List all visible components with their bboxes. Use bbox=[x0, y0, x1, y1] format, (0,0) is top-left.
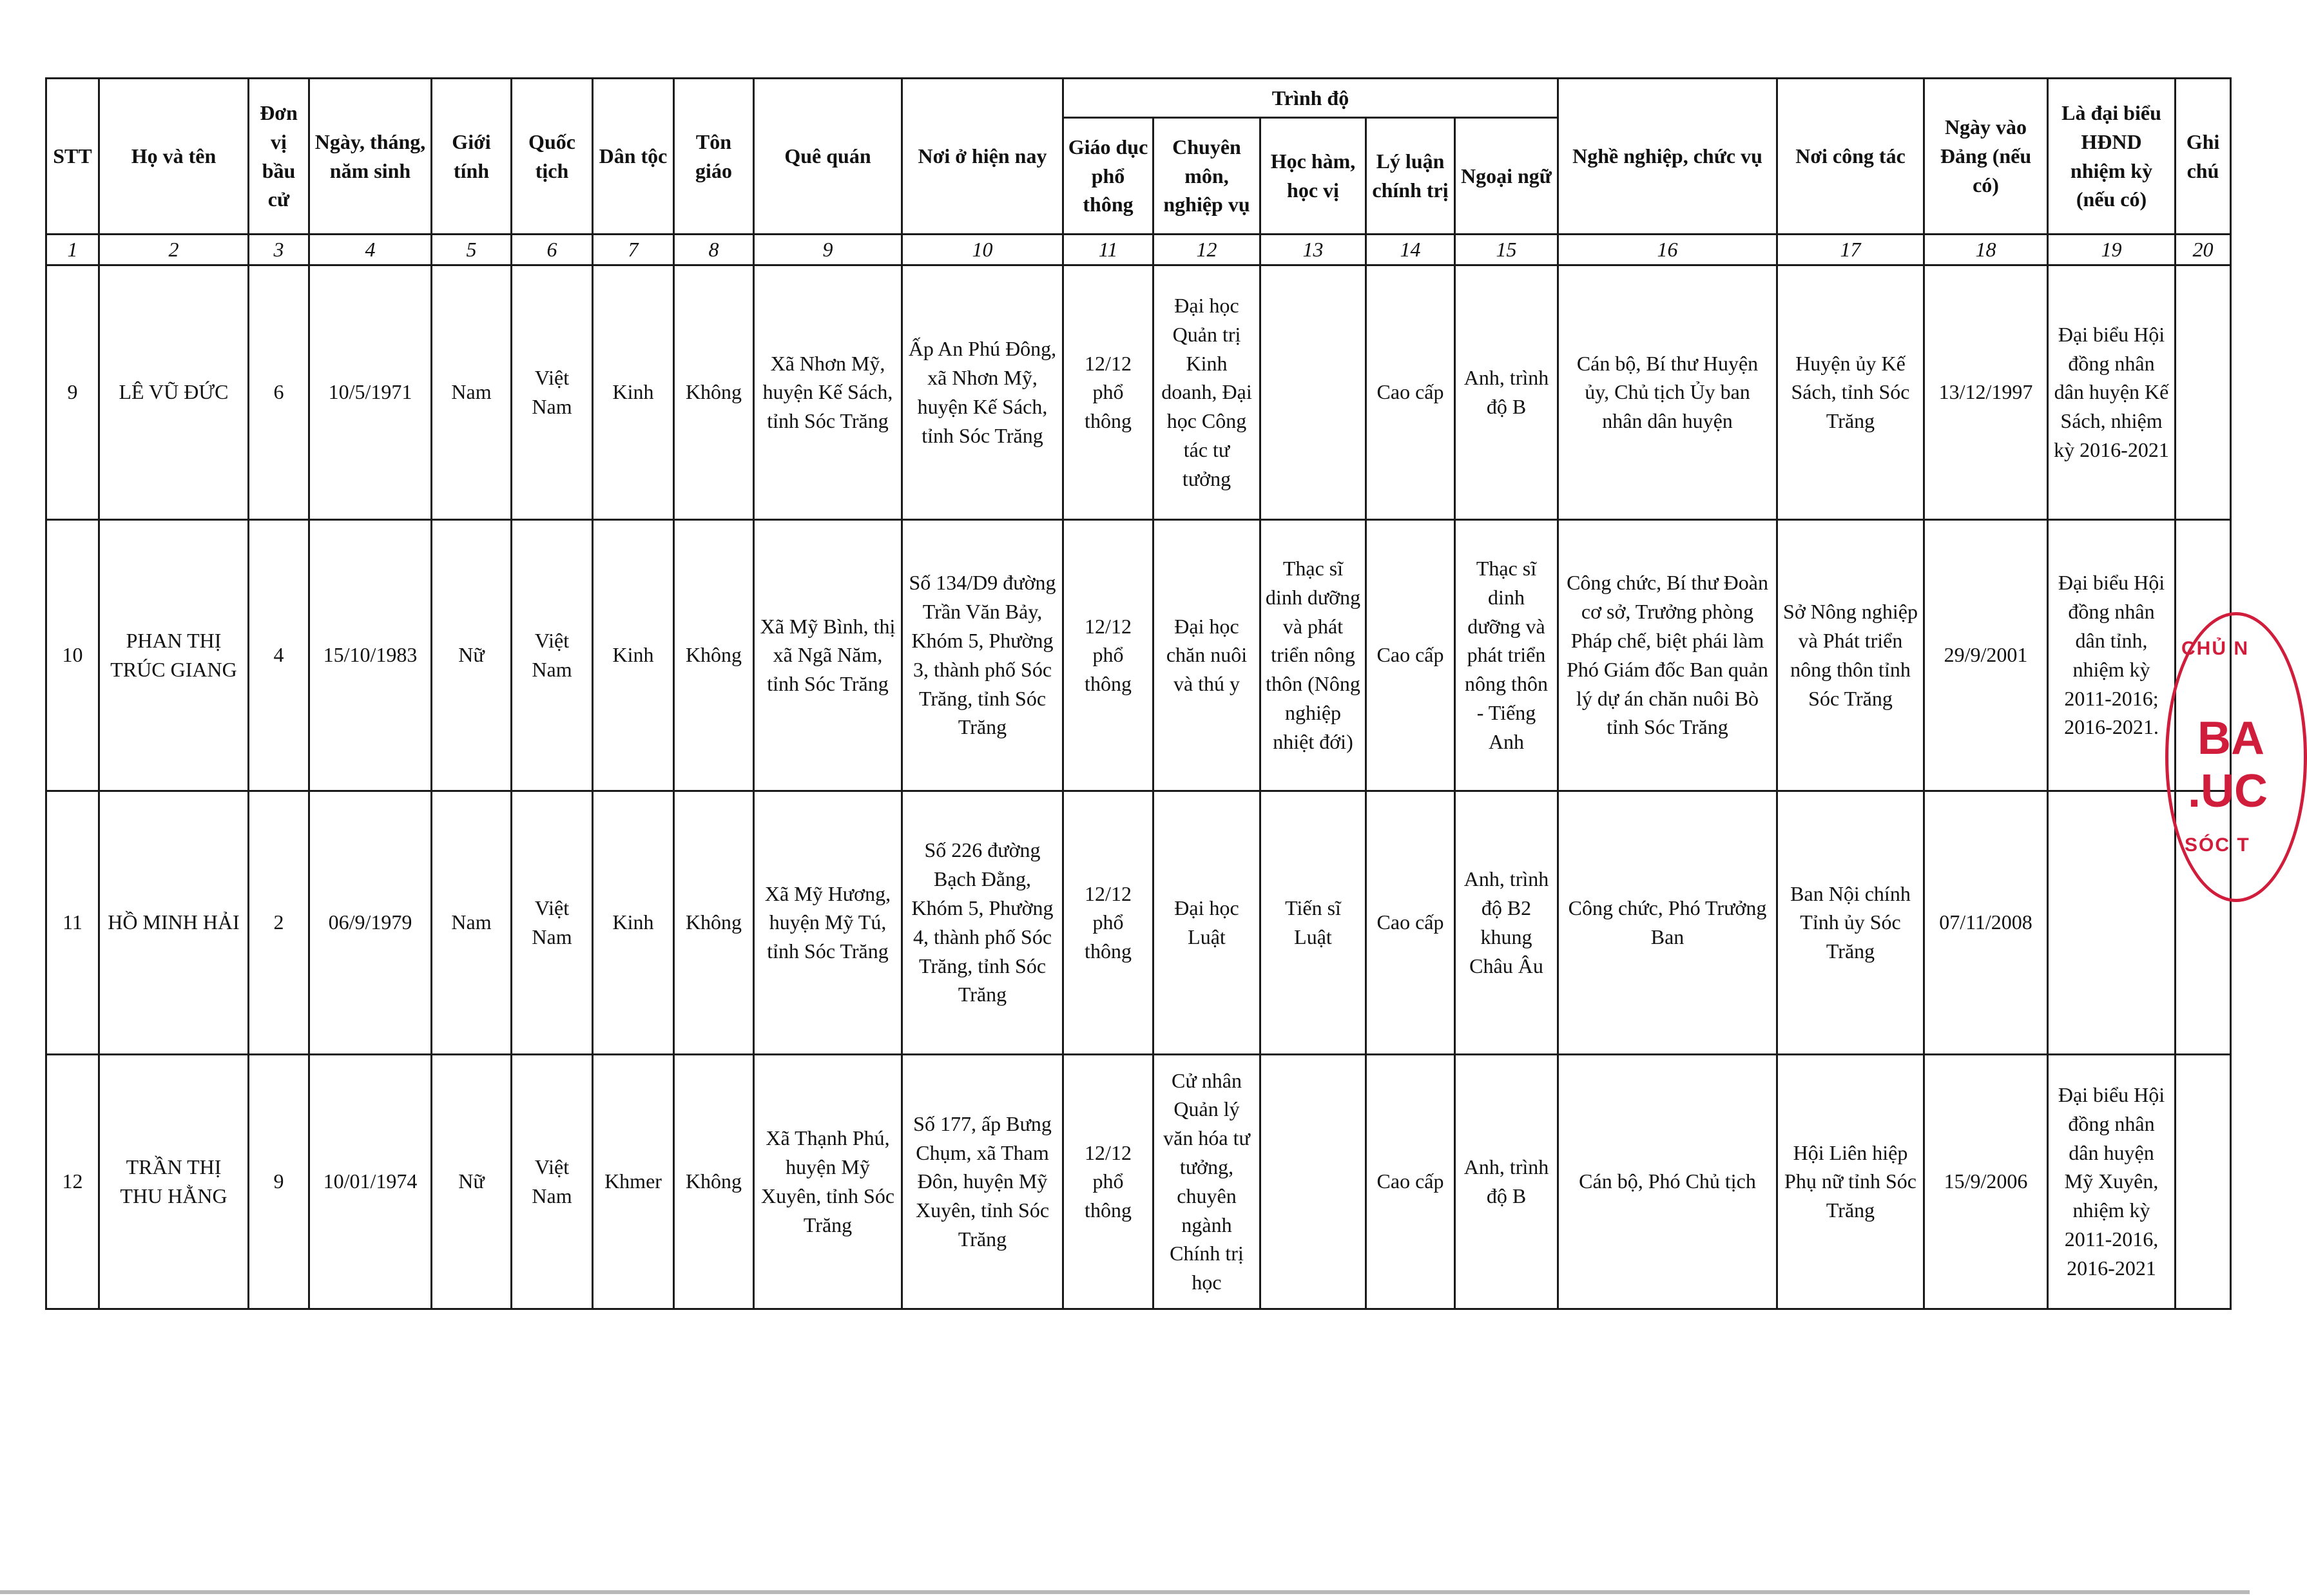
header-nationality: Quốc tịch bbox=[512, 79, 593, 235]
cell-gender: Nam bbox=[432, 791, 512, 1054]
cell-language: Thạc sĩ dinh dưỡng và phát triển nông thôn - Tiếng Anh bbox=[1455, 519, 1558, 791]
cell-nationality: Việt Nam bbox=[512, 1054, 593, 1309]
column-number: 7 bbox=[593, 235, 674, 265]
cell-nationality: Việt Nam bbox=[512, 519, 593, 791]
header-workplace: Nơi công tác bbox=[1777, 79, 1924, 235]
cell-name: TRẦN THỊ THU HẰNG bbox=[99, 1054, 249, 1309]
column-number: 1 bbox=[46, 235, 99, 265]
column-number: 16 bbox=[1558, 235, 1777, 265]
header-religion: Tôn giáo bbox=[674, 79, 754, 235]
cell-dob: 15/10/1983 bbox=[309, 519, 432, 791]
cell-ethnicity: Khmer bbox=[593, 1054, 674, 1309]
cell-position: Cán bộ, Phó Chủ tịch bbox=[1558, 1054, 1777, 1309]
cell-position: Cán bộ, Bí thư Huyện ủy, Chủ tịch Ủy ban nhân dân huyện bbox=[1558, 265, 1777, 519]
cell-stt: 12 bbox=[46, 1054, 99, 1309]
table-header-row bbox=[46, 79, 2231, 118]
cell-stt: 11 bbox=[46, 791, 99, 1054]
red-seal-stamp bbox=[2165, 612, 2307, 902]
cell-politics: Cao cấp bbox=[1366, 791, 1455, 1054]
table-row bbox=[46, 519, 2231, 791]
column-number: 9 bbox=[754, 235, 902, 265]
cell-specialty: Đại học Quản trị Kinh doanh, Đại học Công tác tư tưởng bbox=[1154, 265, 1260, 519]
header-name: Họ và tên bbox=[99, 79, 249, 235]
cell-religion: Không bbox=[674, 791, 754, 1054]
column-number: 15 bbox=[1455, 235, 1558, 265]
header-hometown: Quê quán bbox=[754, 79, 902, 235]
cell-gender: Nữ bbox=[432, 1054, 512, 1309]
column-number: 11 bbox=[1063, 235, 1154, 265]
cell-hometown: Xã Thạnh Phú, huyện Mỹ Xuyên, tỉnh Sóc Trăng bbox=[754, 1054, 902, 1309]
cell-residence: Số 226 đường Bạch Đằng, Khóm 5, Phường 4, thành phố Sóc Trăng, tỉnh Sóc Trăng bbox=[902, 791, 1063, 1054]
header-delegate: Là đại biểu HĐND nhiệm kỳ (nếu có) bbox=[2048, 79, 2176, 235]
stamp-center-text: .UC bbox=[2188, 765, 2268, 817]
header-stt: STT bbox=[46, 79, 99, 235]
cell-unit: 9 bbox=[249, 1054, 309, 1309]
cell-language: Anh, trình độ B bbox=[1455, 265, 1558, 519]
cell-unit: 2 bbox=[249, 791, 309, 1054]
cell-delegate: Đại biểu Hội đồng nhân dân huyện Mỹ Xuyên, nhiệm kỳ 2011-2016, 2016-2021 bbox=[2048, 1054, 2176, 1309]
cell-academic: Tiến sĩ Luật bbox=[1260, 791, 1366, 1054]
column-number: 18 bbox=[1924, 235, 2048, 265]
column-number: 3 bbox=[249, 235, 309, 265]
candidate-table bbox=[45, 77, 2232, 1310]
cell-note bbox=[2176, 1054, 2231, 1309]
header-group-qualifications: Trình độ bbox=[1063, 79, 1558, 118]
cell-party-date: 07/11/2008 bbox=[1924, 791, 2048, 1054]
column-number: 2 bbox=[99, 235, 249, 265]
cell-position: Công chức, Phó Trưởng Ban bbox=[1558, 791, 1777, 1054]
cell-hometown: Xã Nhơn Mỹ, huyện Kế Sách, tỉnh Sóc Trăng bbox=[754, 265, 902, 519]
table-row bbox=[46, 265, 2231, 519]
stamp-center-text: BA bbox=[2197, 713, 2264, 764]
cell-position: Công chức, Bí thư Đoàn cơ sở, Trưởng phòng Pháp chế, biệt phái làm Phó Giám đốc Ban quản lý dự án chăn nuôi Bò tỉnh Sóc Trăng bbox=[1558, 519, 1777, 791]
cell-religion: Không bbox=[674, 1054, 754, 1309]
column-number: 20 bbox=[2176, 235, 2231, 265]
scan-edge-divider bbox=[0, 1590, 2250, 1594]
header-education: Giáo dục phổ thông bbox=[1063, 118, 1154, 235]
cell-unit: 4 bbox=[249, 519, 309, 791]
header-party-date: Ngày vào Đảng (nếu có) bbox=[1924, 79, 2048, 235]
cell-unit: 6 bbox=[249, 265, 309, 519]
cell-stt: 9 bbox=[46, 265, 99, 519]
cell-religion: Không bbox=[674, 519, 754, 791]
cell-dob: 06/9/1979 bbox=[309, 791, 432, 1054]
cell-delegate: Đại biểu Hội đồng nhân dân tỉnh, nhiệm kỳ 2011-2016; 2016-2021. bbox=[2048, 519, 2176, 791]
cell-hometown: Xã Mỹ Bình, thị xã Ngã Năm, tỉnh Sóc Trăng bbox=[754, 519, 902, 791]
cell-ethnicity: Kinh bbox=[593, 519, 674, 791]
cell-gender: Nam bbox=[432, 265, 512, 519]
cell-specialty: Đại học Luật bbox=[1154, 791, 1260, 1054]
cell-residence: Số 177, ấp Bưng Chụm, xã Tham Đôn, huyện Mỹ Xuyên, tỉnh Sóc Trăng bbox=[902, 1054, 1063, 1309]
column-number: 6 bbox=[512, 235, 593, 265]
header-position: Nghề nghiệp, chức vụ bbox=[1558, 79, 1777, 235]
cell-nationality: Việt Nam bbox=[512, 265, 593, 519]
cell-party-date: 29/9/2001 bbox=[1924, 519, 2048, 791]
cell-note bbox=[2176, 265, 2231, 519]
header-dob: Ngày, tháng, năm sinh bbox=[309, 79, 432, 235]
cell-dob: 10/01/1974 bbox=[309, 1054, 432, 1309]
cell-education: 12/12 phổ thông bbox=[1063, 1054, 1154, 1309]
cell-education: 12/12 phổ thông bbox=[1063, 265, 1154, 519]
column-number: 19 bbox=[2048, 235, 2176, 265]
header-residence: Nơi ở hiện nay bbox=[902, 79, 1063, 235]
cell-language: Anh, trình độ B2 khung Châu Âu bbox=[1455, 791, 1558, 1054]
stamp-ring-bottom-text: SÓC T bbox=[2185, 834, 2250, 856]
cell-workplace: Sở Nông nghiệp và Phát triển nông thôn tỉnh Sóc Trăng bbox=[1777, 519, 1924, 791]
cell-hometown: Xã Mỹ Hương, huyện Mỹ Tú, tỉnh Sóc Trăng bbox=[754, 791, 902, 1054]
cell-stt: 10 bbox=[46, 519, 99, 791]
header-unit: Đơn vị bầu cử bbox=[249, 79, 309, 235]
column-number: 14 bbox=[1366, 235, 1455, 265]
cell-academic bbox=[1260, 265, 1366, 519]
column-number: 10 bbox=[902, 235, 1063, 265]
cell-delegate: Đại biểu Hội đồng nhân dân huyện Kế Sách, nhiệm kỳ 2016-2021 bbox=[2048, 265, 2176, 519]
column-number: 12 bbox=[1154, 235, 1260, 265]
cell-religion: Không bbox=[674, 265, 754, 519]
header-specialty: Chuyên môn, nghiệp vụ bbox=[1154, 118, 1260, 235]
cell-dob: 10/5/1971 bbox=[309, 265, 432, 519]
cell-name: PHAN THỊ TRÚC GIANG bbox=[99, 519, 249, 791]
header-academic: Học hàm, học vị bbox=[1260, 118, 1366, 235]
cell-politics: Cao cấp bbox=[1366, 265, 1455, 519]
column-number-row bbox=[46, 235, 2231, 265]
cell-academic: Thạc sĩ dinh dưỡng và phát triển nông thôn (Nông nghiệp nhiệt đới) bbox=[1260, 519, 1366, 791]
header-politics: Lý luận chính trị bbox=[1366, 118, 1455, 235]
cell-workplace: Hội Liên hiệp Phụ nữ tỉnh Sóc Trăng bbox=[1777, 1054, 1924, 1309]
cell-nationality: Việt Nam bbox=[512, 791, 593, 1054]
cell-specialty: Cử nhân Quản lý văn hóa tư tưởng, chuyên ngành Chính trị học bbox=[1154, 1054, 1260, 1309]
cell-language: Anh, trình độ B bbox=[1455, 1054, 1558, 1309]
cell-ethnicity: Kinh bbox=[593, 791, 674, 1054]
cell-party-date: 13/12/1997 bbox=[1924, 265, 2048, 519]
column-number: 5 bbox=[432, 235, 512, 265]
cell-specialty: Đại học chăn nuôi và thú y bbox=[1154, 519, 1260, 791]
table-row bbox=[46, 1054, 2231, 1309]
header-note: Ghi chú bbox=[2176, 79, 2231, 235]
header-gender: Giới tính bbox=[432, 79, 512, 235]
column-number: 17 bbox=[1777, 235, 1924, 265]
cell-name: LÊ VŨ ĐỨC bbox=[99, 265, 249, 519]
cell-ethnicity: Kinh bbox=[593, 265, 674, 519]
table-row bbox=[46, 791, 2231, 1054]
stamp-ring-top-text: CHỦ N bbox=[2181, 638, 2249, 659]
cell-education: 12/12 phổ thông bbox=[1063, 519, 1154, 791]
cell-gender: Nữ bbox=[432, 519, 512, 791]
cell-delegate bbox=[2048, 791, 2176, 1054]
cell-education: 12/12 phổ thông bbox=[1063, 791, 1154, 1054]
header-language: Ngoại ngữ bbox=[1455, 118, 1558, 235]
cell-party-date: 15/9/2006 bbox=[1924, 1054, 2048, 1309]
column-number: 4 bbox=[309, 235, 432, 265]
cell-workplace: Ban Nội chính Tỉnh ủy Sóc Trăng bbox=[1777, 791, 1924, 1054]
cell-academic bbox=[1260, 1054, 1366, 1309]
column-number: 13 bbox=[1260, 235, 1366, 265]
header-ethnicity: Dân tộc bbox=[593, 79, 674, 235]
column-number: 8 bbox=[674, 235, 754, 265]
cell-name: HỒ MINH HẢI bbox=[99, 791, 249, 1054]
cell-residence: Số 134/D9 đường Trần Văn Bảy, Khóm 5, Phường 3, thành phố Sóc Trăng, tỉnh Sóc Trăng bbox=[902, 519, 1063, 791]
cell-politics: Cao cấp bbox=[1366, 1054, 1455, 1309]
cell-politics: Cao cấp bbox=[1366, 519, 1455, 791]
cell-residence: Ấp An Phú Đông, xã Nhơn Mỹ, huyện Kế Sách, tỉnh Sóc Trăng bbox=[902, 265, 1063, 519]
cell-workplace: Huyện ủy Kế Sách, tỉnh Sóc Trăng bbox=[1777, 265, 1924, 519]
